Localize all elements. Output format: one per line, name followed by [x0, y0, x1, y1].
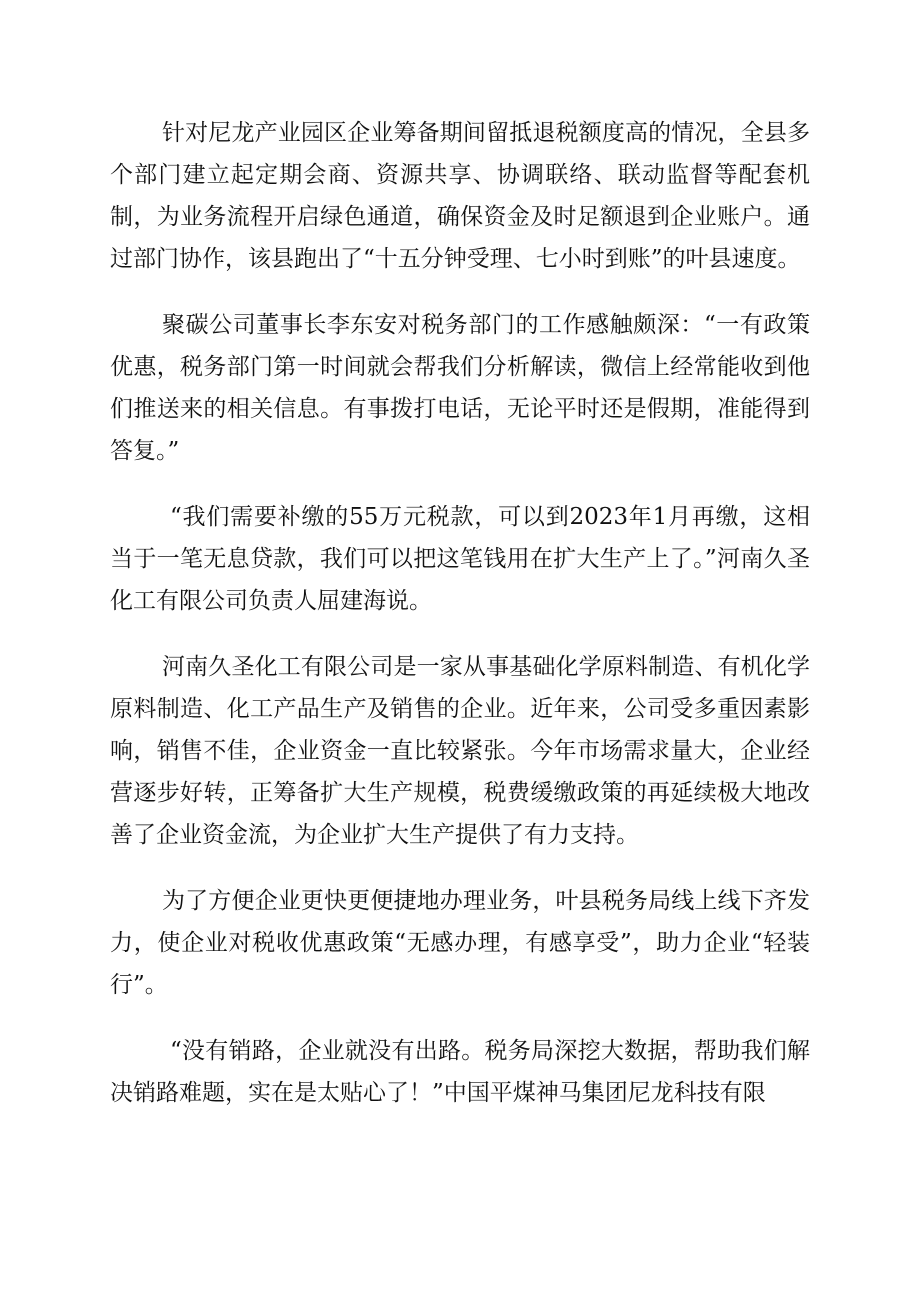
paragraph-company-background: 河南久圣化工有限公司是一家从事基础化学原料制造、有机化学原料制造、化工产品生产及销售的企业。近年来，公司受多重因素影响，销售不佳，企业资金一直比较紧张。今年市场需求量大，企业经营逐步好转，正筹备扩大生产规模，税费缓缴政策的再延续极大地改善了企业资金流，为企业扩大生产提供了有力支持。	[110, 654, 810, 848]
document-page	[110, 112, 810, 1138]
paragraph-sales-channel-quote: “没有销路，企业就没有出路。税务局深挖大数据，帮助我们解决销路难题，实在是太贴心了！”中国平煤神马集团尼龙科技有限	[110, 1038, 810, 1106]
paragraph-deferred-tax-quote: “我们需要补缴的55万元税款，可以到2023年1月再缴，这相当于一笔无息贷款，我们可以把这笔钱用在扩大生产上了。”河南久圣化工有限公司负责人屈建海说。	[110, 504, 810, 614]
paragraph-tax-refund-coordination: 针对尼龙产业园区企业筹备期间留抵退税额度高的情况，全县多个部门建立起定期会商、资源共享、协调联络、联动监督等配套机制，为业务流程开启绿色通道，确保资金及时足额退到企业账户。通过部门协作，该县跑出了“十五分钟受理、七小时到账”的叶县速度。	[110, 120, 810, 272]
paragraph-online-offline-service: 为了方便企业更快更便捷地办理业务，叶县税务局线上线下齐发力，使企业对税收优惠政策“无感办理，有感享受”，助力企业“轻装行”。	[110, 888, 810, 998]
paragraph-chairman-quote: 聚碳公司董事长李东安对税务部门的工作感触颇深：“一有政策优惠，税务部门第一时间就会帮我们分析解读，微信上经常能收到他们推送来的相关信息。有事拨打电话，无论平时还是假期，准能得到答复。”	[110, 312, 810, 464]
